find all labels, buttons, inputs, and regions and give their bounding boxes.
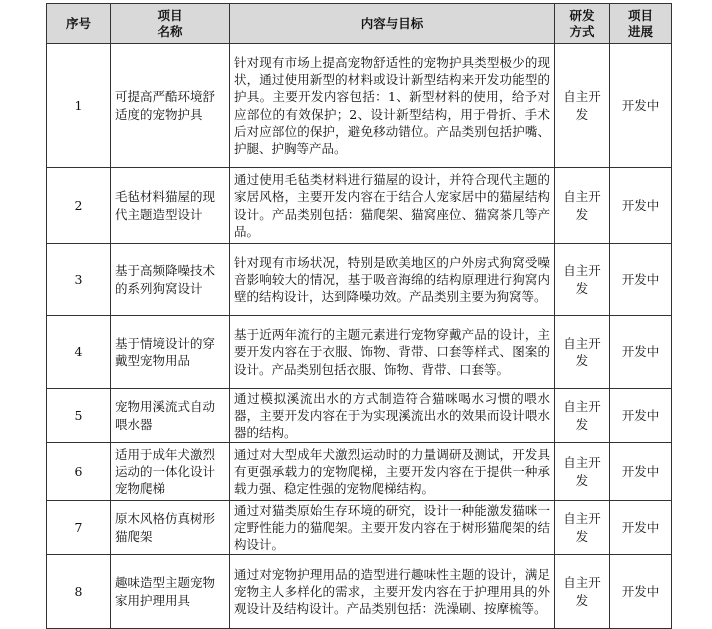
- header-name: 项目 名称: [111, 4, 230, 44]
- row-num: 5: [47, 389, 111, 443]
- row-name: 基于高频降噪技术的系列狗窝设计: [111, 244, 230, 316]
- row-num: 7: [47, 501, 111, 555]
- row-num: 4: [47, 316, 111, 389]
- row-num: 6: [47, 443, 111, 501]
- header-row: [47, 4, 672, 44]
- table-row: [47, 443, 672, 501]
- row-status: 开发中: [610, 44, 672, 168]
- row-status: 开发中: [610, 555, 672, 629]
- row-status: 开发中: [610, 316, 672, 389]
- row-desc: 通过模拟溪流出水的方式制造符合猫咪喝水习惯的喂水器，主要开发内容在于为实现溪流出水的效果而设计喂水器的结构。: [230, 389, 555, 443]
- row-desc: 针对现有市场上提高宠物舒适性的宠物护具类型极少的现状，通过使用新型的材料或设计新型结构来开发功能型的护具。主要开发内容包括：1、新型材料的使用，给予对应部位的有效保护；2、设计新型结构，用于骨折、手术后对应部位的保护，避免移动错位。产品类别包括护嘴、护腿、护胸等产品。: [230, 44, 555, 168]
- table-row: [47, 555, 672, 629]
- row-mode: 自主开发: [555, 316, 610, 389]
- row-name: 基于情境设计的穿戴型宠物用品: [111, 316, 230, 389]
- row-mode: 自主开发: [555, 501, 610, 555]
- table-row: [47, 316, 672, 389]
- row-desc: 通过使用毛毡类材料进行猫屋的设计，并符合现代主题的家居风格，主要开发内容在于结合人宠家居中的猫屋结构设计。产品类别包括：猫爬架、猫窝座位、猫窝茶几等产品。: [230, 168, 555, 244]
- header-num: 序号: [47, 4, 111, 44]
- row-status: 开发中: [610, 389, 672, 443]
- row-name: 趣味造型主题宠物家用护理用具: [111, 555, 230, 629]
- table-row: [47, 244, 672, 316]
- row-mode: 自主开发: [555, 555, 610, 629]
- row-mode: 自主开发: [555, 168, 610, 244]
- row-mode: 自主开发: [555, 443, 610, 501]
- header-status: 项目 进展: [610, 4, 672, 44]
- row-name: 毛毡材料猫屋的现代主题造型设计: [111, 168, 230, 244]
- row-name: 原木风格仿真树形猫爬架: [111, 501, 230, 555]
- header-desc: 内容与目标: [230, 4, 555, 44]
- table-row: [47, 501, 672, 555]
- rd-projects-table: [46, 3, 672, 629]
- row-status: 开发中: [610, 443, 672, 501]
- header-mode: 研发 方式: [555, 4, 610, 44]
- row-status: 开发中: [610, 244, 672, 316]
- row-name: 宠物用溪流式自动喂水器: [111, 389, 230, 443]
- row-mode: 自主开发: [555, 44, 610, 168]
- table-row: [47, 44, 672, 168]
- row-desc: 通过对宠物护理用品的造型进行趣味性主题的设计，满足宠物主人多样化的需求，主要开发内容在于护理用具的外观设计及结构设计。产品类别包括：洗澡刷、按摩梳等。: [230, 555, 555, 629]
- row-num: 3: [47, 244, 111, 316]
- row-mode: 自主开发: [555, 389, 610, 443]
- row-status: 开发中: [610, 501, 672, 555]
- row-num: 8: [47, 555, 111, 629]
- row-num: 1: [47, 44, 111, 168]
- table-row: [47, 168, 672, 244]
- row-desc: 通过对大型成年犬激烈运动时的力量调研及测试，开发具有更强承载力的宠物爬梯，主要开发内容在于提供一种承载力强、稳定性强的宠物爬梯结构。: [230, 443, 555, 501]
- row-num: 2: [47, 168, 111, 244]
- row-name: 可提高严酷环境舒适度的宠物护具: [111, 44, 230, 168]
- row-desc: 针对现有市场状况，特别是欧美地区的户外房式狗窝受噪音影响较大的情况，基于吸音海绵的结构原理进行狗窝内壁的结构设计，达到降噪功效。产品类别主要为狗窝等。: [230, 244, 555, 316]
- table-row: [47, 389, 672, 443]
- row-mode: 自主开发: [555, 244, 610, 316]
- row-desc: 基于近两年流行的主题元素进行宠物穿戴产品的设计，主要开发内容在于衣服、饰物、背带、口套等样式、图案的设计。产品类别包括衣服、饰物、背带、口套等。: [230, 316, 555, 389]
- row-desc: 通过对猫类原始生存环境的研究，设计一种能激发猫咪一定野性能力的猫爬架。主要开发内容在于树形猫爬架的结构设计。: [230, 501, 555, 555]
- row-name: 适用于成年犬激烈运动的一体化设计宠物爬梯: [111, 443, 230, 501]
- row-status: 开发中: [610, 168, 672, 244]
